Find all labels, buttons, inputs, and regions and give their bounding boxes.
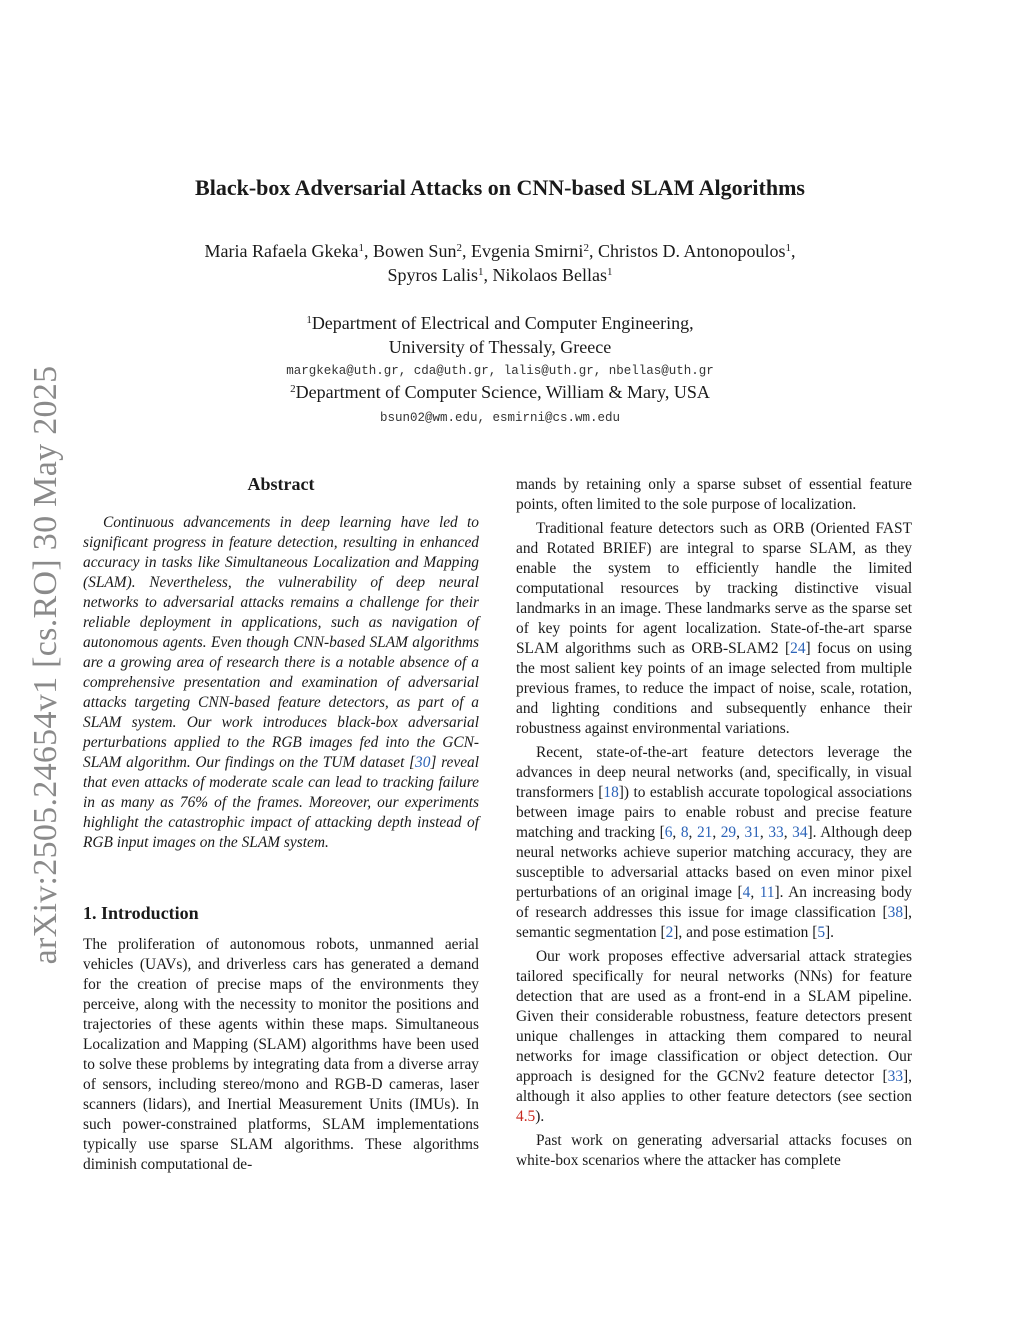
author-affiliation-mark: 2 [456, 242, 462, 254]
right-column [516, 475, 912, 1171]
citation-link[interactable]: 2 [665, 924, 674, 941]
author-affiliation-mark: 1 [478, 266, 484, 278]
citation-link[interactable]: 34 [792, 824, 808, 841]
paragraph: Our work proposes effective adversarial attack strategies tailored specifically for neural networks (NNs) for feature detection that are used as a front-end in a SLAM pipeline. Given their considerable robustness, feature detectors present unique challenges in attacking them compared to neural networks for image classification or object detection. Our approach is designed for the GCNv2 feature detector [33], although it also applies to other feature detectors (see section 4.5). [516, 948, 912, 1125]
section-heading-introduction: 1. Introduction [83, 903, 199, 923]
citation-link[interactable]: 29 [720, 824, 737, 841]
abstract-heading: Abstract [247, 474, 315, 494]
paragraph: mands by retaining only a sparse subset of essential feature points, often limited to the sole purpose of localization. [516, 476, 912, 513]
author-name: Bowen Sun [372, 241, 457, 261]
citation-link[interactable]: 33 [768, 824, 784, 841]
paper-title: Black-box Adversarial Attacks on CNN-based SLAM Algorithms [195, 175, 805, 200]
paragraph: Traditional feature detectors such as ORB (Oriented FAST and Rotated BRIEF) are integral to sparse SLAM, as they enable the system to efficiently handle the limited computational resources by tracking distinctive visual landmarks in an image. These landmarks serve as the sparse set of key points for agent localization. State-of-the-art sparse SLAM algorithms such as ORB-SLAM2 [24] focus on using the most salient key points of an image selected from multiple previous frames, to reduce the impact of noise, scale, rotation, and lighting conditions and subsequently enhance their robustness against environmental variations. [516, 520, 913, 737]
author-affiliation-mark: 1 [785, 242, 791, 254]
affiliation-number: 1 [306, 314, 312, 326]
citation-link[interactable]: 33 [887, 1068, 904, 1085]
affiliation-department: Department of Computer Science, William & Mary, USA [295, 382, 710, 402]
affiliation-1 [0, 311, 1000, 359]
citation-link[interactable]: 30 [415, 754, 431, 771]
paragraph: Past work on generating adversarial attacks focuses on white-box scenarios where the attacker has complete [516, 1132, 912, 1169]
author-name: Spyros Lalis [387, 265, 478, 285]
affiliation-2-emails: bsun02@wm.edu, esmirni@cs.wm.edu [379, 411, 621, 425]
citation-link[interactable]: 21 [696, 824, 713, 841]
left-column [83, 472, 479, 1175]
section-reference-link[interactable]: 4.5 [516, 1108, 536, 1125]
citation-link[interactable]: 8 [680, 824, 689, 841]
citation-link[interactable]: 31 [744, 824, 760, 841]
citation-link[interactable]: 6 [664, 824, 673, 841]
affiliation-1-emails: margkeka@uth.gr, cda@uth.gr, lalis@uth.gr, nbellas@uth.gr [286, 364, 714, 378]
author-affiliation-mark: 1 [607, 266, 613, 278]
citation-link[interactable]: 24 [790, 640, 806, 657]
citation-link[interactable]: 5 [817, 924, 826, 941]
affiliation-institution: University of Thessaly, Greece [388, 337, 612, 357]
abstract-text: Continuous advancements in deep learning have led to significant progress in feature detection, resulting in enhanced accuracy in tasks like Simultaneous Localization and Mapping (SLAM). Nevertheless, the vulnerability of deep neural networks to adversarial attacks remains a challenge for their reliable deployment in applications, such as navigation of autonomous agents. Even though CNN-based SLAM algorithms are a growing area of research there is a notable absence of a comprehensive presentation and examination of adversarial attacks targeting CNN-based feature detectors, as part of a SLAM system. Our work introduces black-box adversarial perturbations applied to the RGB images fed into the GCN-SLAM algorithm. Our findings on the TUM dataset [30] reveal that even attacks of moderate scale can lead to tracking failure in as many as 76% of the frames. Moreover, our experiments highlight the catastrophic impact of attacking depth instead of RGB input images on the SLAM system. [83, 514, 479, 851]
author-name: Maria Rafaela Gkeka [204, 241, 359, 261]
citation-link[interactable]: 4 [742, 884, 751, 901]
affiliation-2 [0, 380, 1000, 404]
citation-link[interactable]: 11 [759, 884, 775, 901]
author-affiliation-mark: 1 [358, 242, 364, 254]
author-name: Christos D. Antonopoulos [597, 241, 786, 261]
citation-link[interactable]: 18 [603, 784, 619, 801]
arxiv-identifier-stamp: arXiv:2505.24654v1 [cs.RO] 30 May 2025 [27, 365, 64, 965]
author-list: Maria Rafaela Gkeka$^1$, Bowen Sun$^2$, Evgenia Smirni$^2$, Christos D. Antonopoulos$^1$, Spyros Lalis$^1$, Nikolaos Bellas$^1$ [204, 241, 796, 285]
paragraph: Recent, state-of-the-art feature detectors leverage the advances in deep neural networks (and, specifically, in visual transformers [18]) to establish accurate topological associations between image pairs to enable robust and precise feature matching and tracking [6, 8, 21, 29, 31, 33, 34]. Although deep neural networks achieve superior matching accuracy, they are susceptible to adversarial attacks based on even minor pixel perturbations of an original image [4, 11]. An increasing body of research addresses this issue for image classification [38], semantic segmentation [2], and pose estimation [5]. [516, 744, 912, 941]
author-affiliation-mark: 2 [583, 242, 589, 254]
author-name: Nikolaos Bellas [492, 265, 607, 285]
introduction-paragraph: The proliferation of autonomous robots, unmanned aerial vehicles (UAVs), and driverless cars has generated a demand for the creation of precise maps of the environments they perceive, along with the necessity to monitor the positions and trajectories of these agents within these maps. Simultaneous Localization and Mapping (SLAM) algorithms have been used to solve these problems by integrating data from a diverse array of sensors, including stereo/mono and RGB-D cameras, laser scanners (lidars), and Inertial Measurement Units (IMUs). In such power-constrained platforms, SLAM implementations typically use sparse SLAM algorithms. These algorithms diminish computational de- [83, 936, 479, 1173]
affiliation-number: 2 [290, 383, 296, 395]
affiliation-department: Department of Electrical and Computer Engineering, [311, 313, 694, 333]
citation-link[interactable]: 38 [887, 904, 904, 921]
author-name: Evgenia Smirni [470, 241, 584, 261]
